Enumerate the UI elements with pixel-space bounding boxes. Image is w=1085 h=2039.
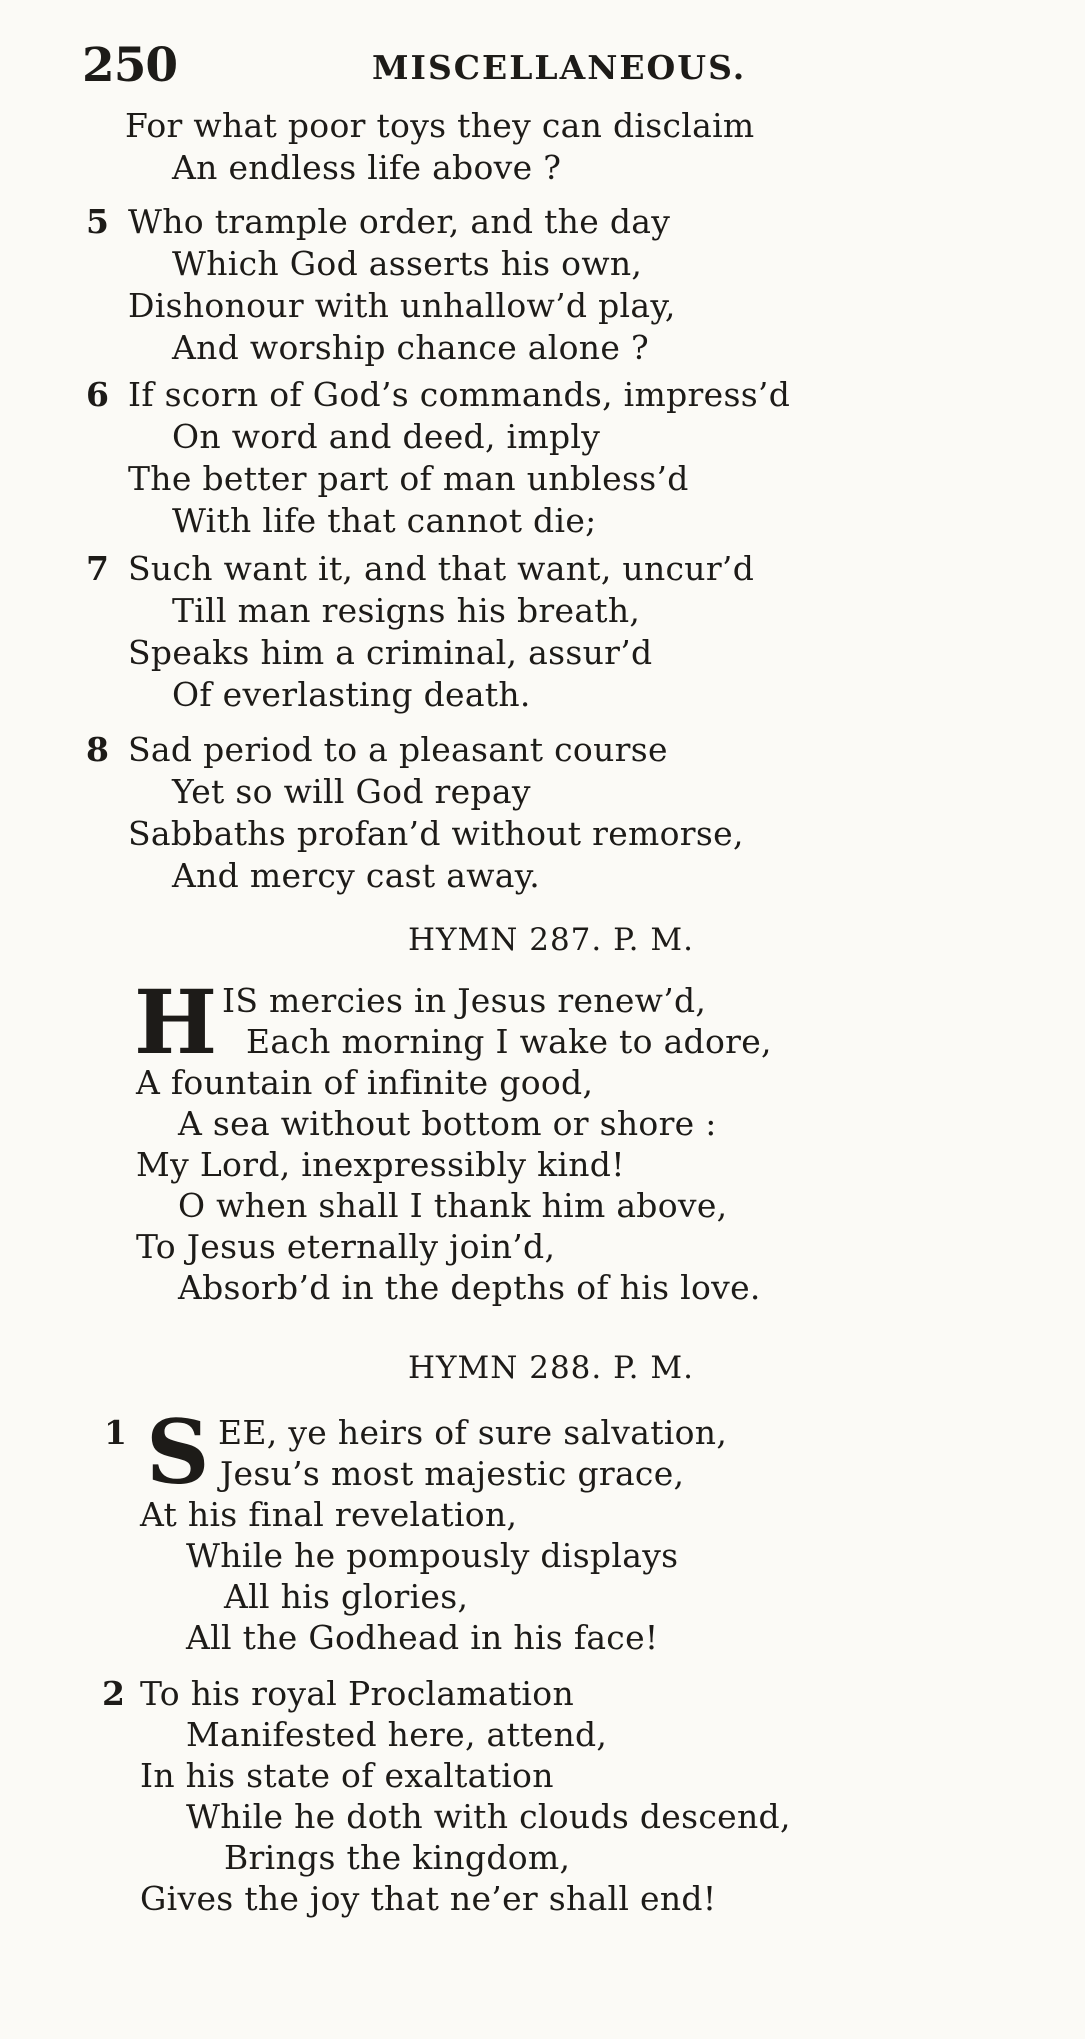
verse-line: Dishonour with unhallow’d play, xyxy=(128,286,676,325)
verse-line: All his glories, xyxy=(224,1577,469,1616)
page-header xyxy=(82,38,1082,98)
verse-line: A sea without bottom or shore : xyxy=(178,1104,717,1143)
verse-line: Each morning I wake to adore, xyxy=(246,1022,772,1061)
verse-line: Who trample order, and the day xyxy=(128,202,671,241)
verse-number: 7 xyxy=(86,549,109,588)
drop-cap: H xyxy=(134,970,218,1074)
verse-line: EE, ye heirs of sure salvation, xyxy=(218,1413,728,1452)
verse-line: Absorb’d in the depths of his love. xyxy=(178,1268,761,1307)
verse-line: In his state of exaltation xyxy=(140,1756,554,1795)
verse-line: To Jesus eternally join’d, xyxy=(136,1227,556,1266)
verse-line: Such want it, and that want, uncur’d xyxy=(128,549,755,588)
verse-line: Sabbaths profan’d without remorse, xyxy=(128,814,744,853)
verse-number: 8 xyxy=(86,730,109,769)
verse-line: With life that cannot die; xyxy=(172,501,597,540)
verse-line: All the Godhead in his face! xyxy=(186,1618,659,1657)
verse-line: To his royal Proclamation xyxy=(140,1674,575,1713)
hymn-287-title: HYMN 287. P. M. xyxy=(408,922,694,958)
verse-line: For what poor toys they can disclaim xyxy=(125,106,755,145)
running-head: MISCELLANEOUS. xyxy=(372,48,747,87)
drop-cap: S xyxy=(146,1400,210,1504)
verse-number: 1 xyxy=(104,1413,127,1452)
verse-number: 5 xyxy=(86,202,109,241)
verse-line: The better part of man unbless’d xyxy=(128,459,689,498)
verse-line: While he doth with clouds descend, xyxy=(186,1797,791,1836)
verse-line: At his final revelation, xyxy=(140,1495,518,1534)
verse-line: Yet so will God repay xyxy=(172,772,531,811)
hymn-288-title: HYMN 288. P. M. xyxy=(408,1350,694,1386)
verse-line: Gives the joy that ne’er shall end! xyxy=(140,1879,717,1918)
verse-line: Till man resigns his breath, xyxy=(172,591,641,630)
verse-line: Brings the kingdom, xyxy=(224,1838,571,1877)
verse-line: O when shall I thank him above, xyxy=(178,1186,728,1225)
verse-line: An endless life above ? xyxy=(172,148,562,187)
verse-line: While he pompously displays xyxy=(186,1536,679,1575)
verse-line: And mercy cast away. xyxy=(172,856,541,895)
verse-line: Jesu’s most majestic grace, xyxy=(220,1454,685,1493)
verse-number: 2 xyxy=(102,1674,125,1713)
verse-number: 6 xyxy=(86,375,109,414)
verse-line: Manifested here, attend, xyxy=(186,1715,608,1754)
page-number: 250 xyxy=(82,38,178,93)
verse-line: Which God asserts his own, xyxy=(172,244,643,283)
verse-line: Speaks him a criminal, assur’d xyxy=(128,633,653,672)
verse-line: IS mercies in Jesus renew’d, xyxy=(222,981,707,1020)
verse-line: Of everlasting death. xyxy=(172,675,531,714)
verse-line: My Lord, inexpressibly kind! xyxy=(136,1145,625,1184)
verse-line: And worship chance alone ? xyxy=(172,328,649,367)
verse-line: Sad period to a pleasant course xyxy=(128,730,668,769)
verse-line: If scorn of God’s commands, impress’d xyxy=(128,375,791,414)
verse-line: On word and deed, imply xyxy=(172,417,601,456)
verse-line: A fountain of infinite good, xyxy=(136,1063,594,1102)
